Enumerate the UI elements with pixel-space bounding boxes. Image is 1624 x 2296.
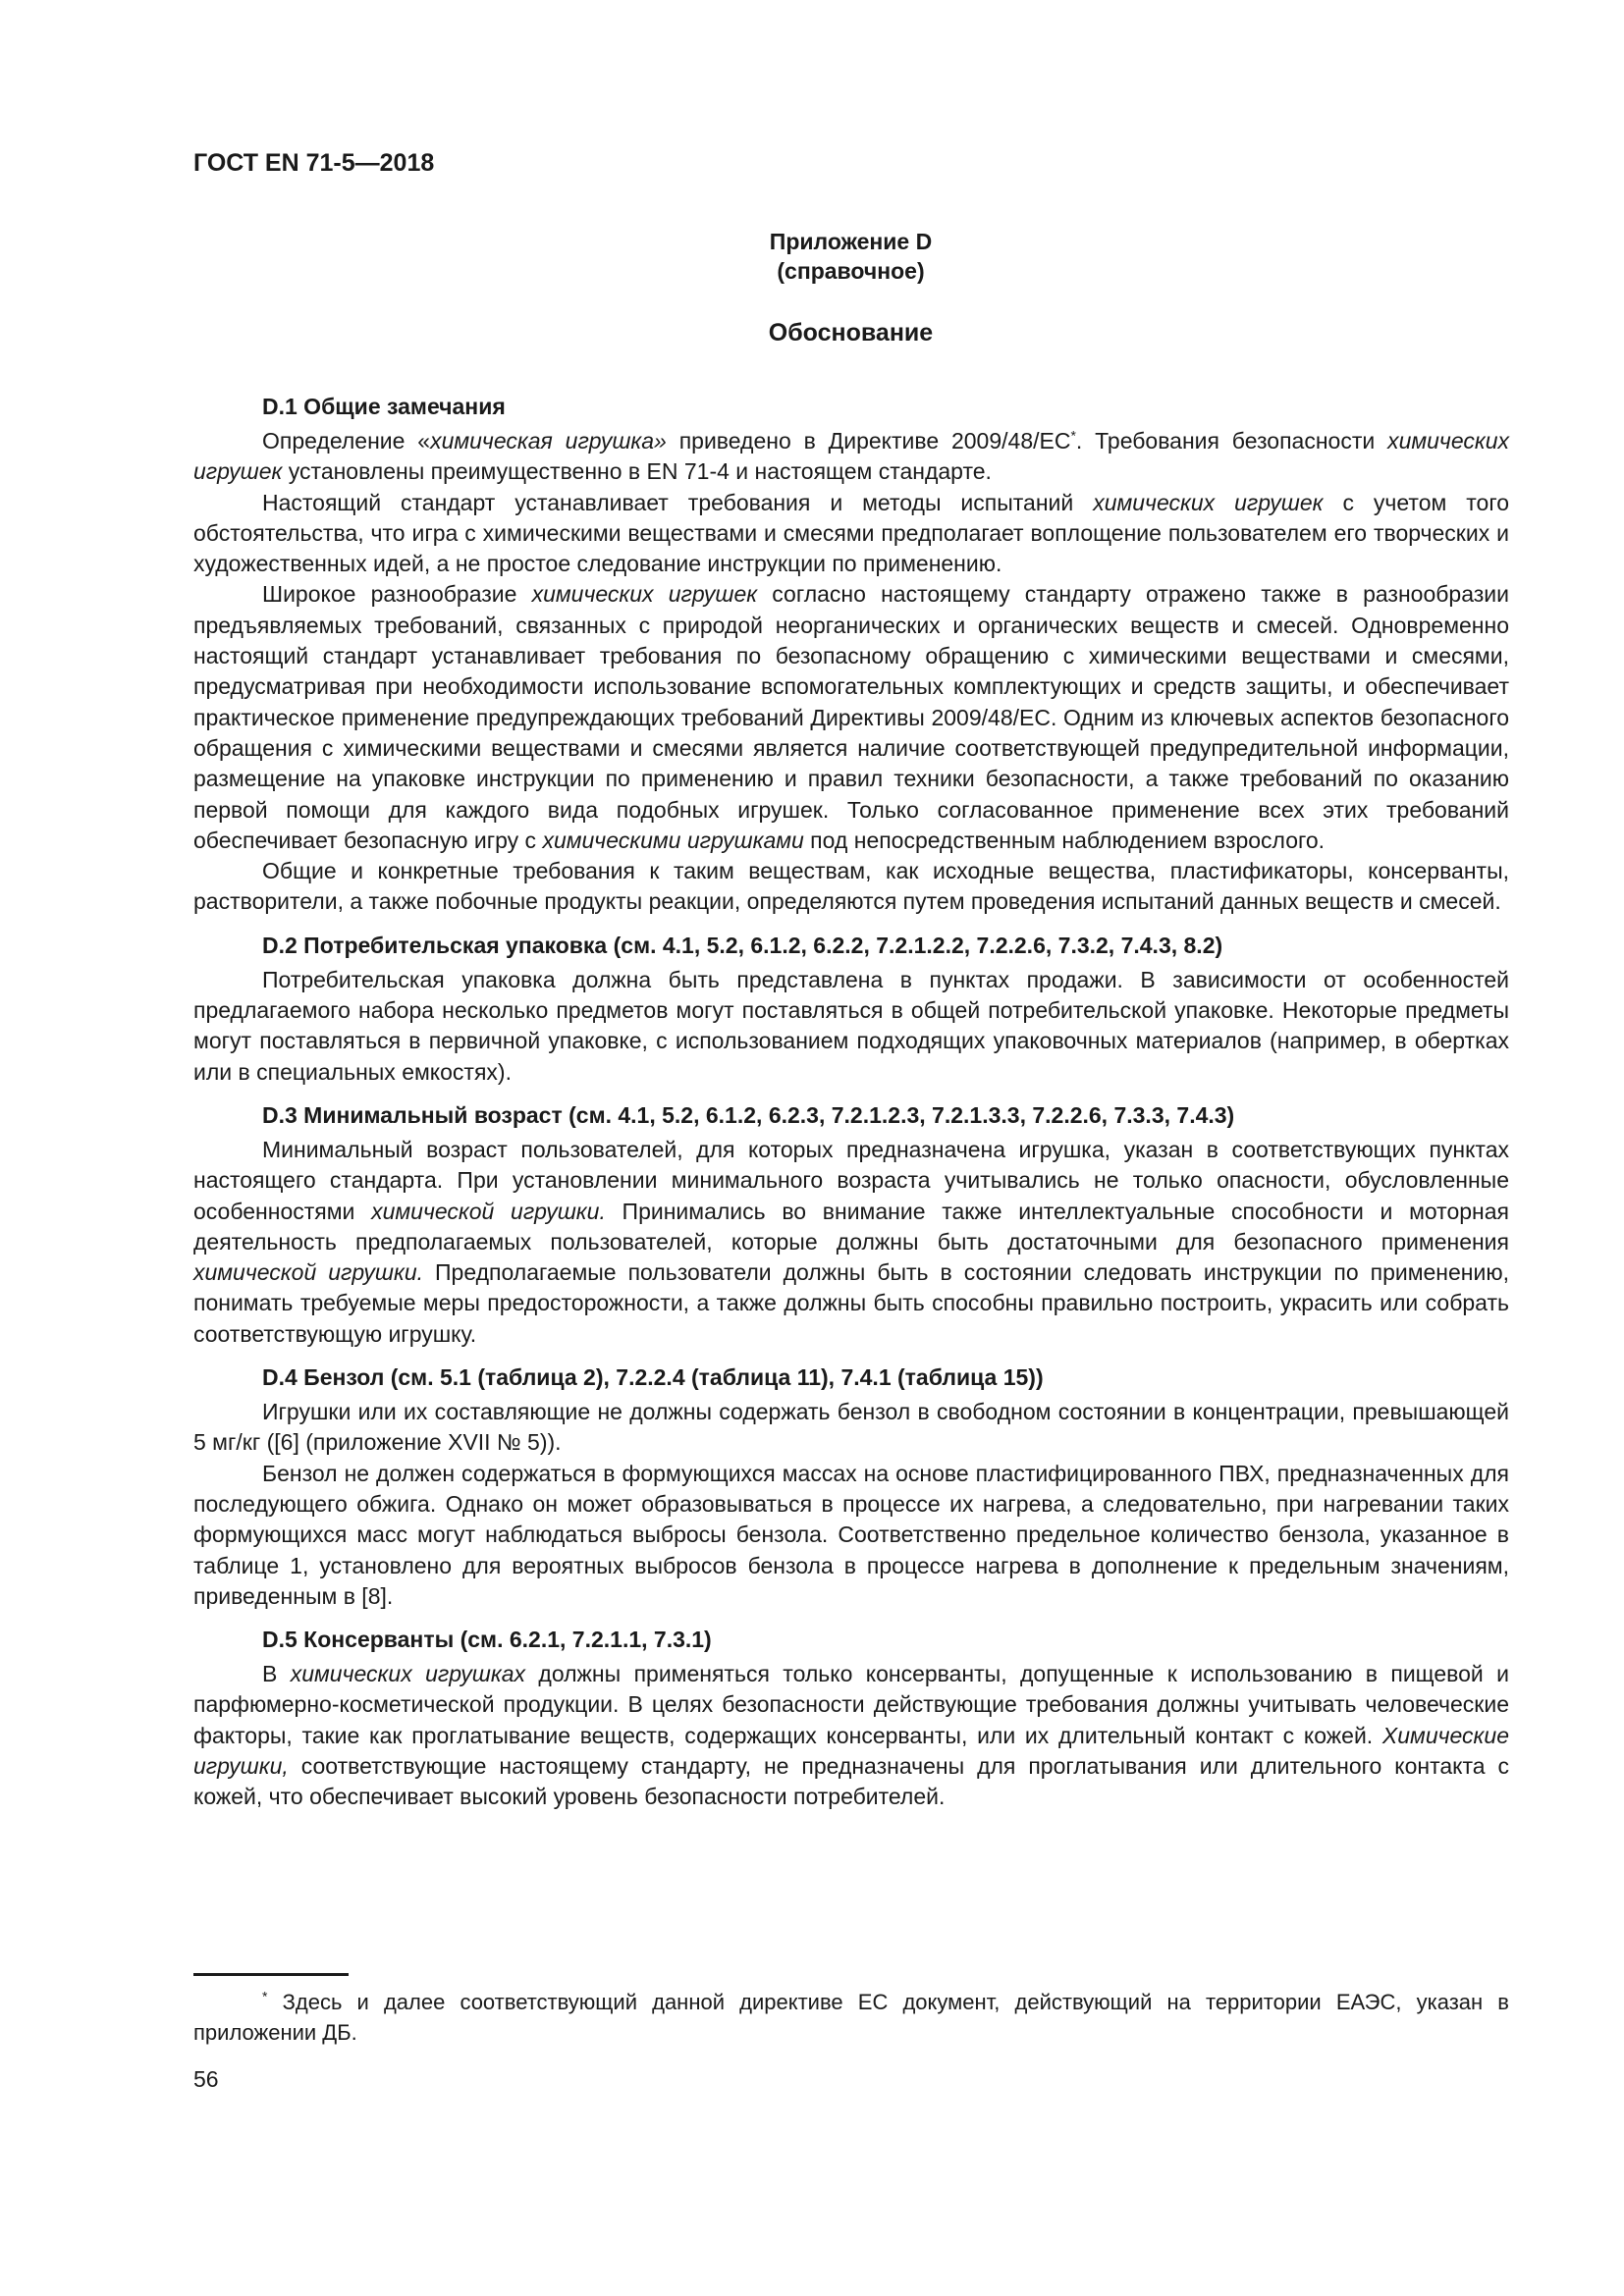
text-run: В xyxy=(262,1661,291,1687)
paragraph xyxy=(193,488,1509,580)
italic-term: химической игрушки. xyxy=(193,1259,424,1286)
paragraph xyxy=(193,579,1509,856)
section-gap xyxy=(193,1612,1509,1624)
footnote xyxy=(193,1987,1509,2048)
text-run: Общие и конкретные требования к таким веществам, как исходные вещества, пластификаторы, консерванты, растворители, а также побочные продукты реакции, определяются путем проведения испытаний данных веществ и смесей. xyxy=(193,858,1509,915)
text-run: Игрушки или их составляющие не должны содержать бензол в свободном состоянии в концентрации, превышающей 5 мг/кг ([6] (приложение XVII № 5)). xyxy=(193,1399,1509,1456)
footnote-text: Здесь и далее соответствующий данной директиве ЕС документ, действующий на территории ЕАЭС, указан в приложении ДБ. xyxy=(193,1990,1509,2045)
section-title: D.3 Минимальный возраст (см. 4.1, 5.2, 6.1.2, 6.2.3, 7.2.1.2.3, 7.2.1.3.3, 7.2.2.6, 7.3.3, 7.4.3) xyxy=(262,1101,1235,1128)
text-run: Потребительская упаковка должна быть представлена в пунктах продажи. В зависимости от особенностей предлагаемого набора несколько предметов могут поставляться в общей потребительской упаковке. Некоторые предметы могут поставляться в первичной упаковке, с использованием подходящих упаковочных материалов (например, в обертках или в специальных емкостях). xyxy=(193,966,1509,1085)
text-run: Бензол не должен содержаться в формующихся массах на основе пластифицированного ПВХ, предназначенных для последующего обжига. Однако он может образовываться в процессе их нагрева, а следовательно, при нагревании таких формующихся масс могут наблюдаться выбросы бензола. Соответственно предельное количество бензола, указанное в таблице 1, установлено для вероятных выбросов бензола в процессе нагрева в дополнение к предельным значениям, приведенным в [8]. xyxy=(193,1460,1509,1609)
section-title: D.5 Консерванты (см. 6.2.1, 7.2.1.1, 7.3.1) xyxy=(262,1627,712,1653)
italic-term: химических игрушек xyxy=(531,581,758,608)
document-code: ГОСТ EN 71-5—2018 xyxy=(193,149,435,177)
paragraph xyxy=(193,965,1509,1088)
text-run: с учетом того обстоятельства, что игра с химическими веществами и смесями предполагает воплощение пользователем его творческих и художественных идей, а не простое следование инструкции по применению. xyxy=(193,489,1509,577)
text-run: согласно настоящему стандарту отражено также в разнообразии предъявляемых требований, связанных с природой неорганических и органических веществ и смесей. Одновременно настоящий стандарт устанавливает требования по безопасному обращению с химическими веществами и смесями, предусматривая при необходимости использование вспомогательных комплектующих и средств защиты, и обеспечивает практическое применение предупреждающих требований Директивы 2009/48/ЕС. Одним из ключевых аспектов безопасного обращения с химическими веществами и смесями является наличие соответствующей предупредительной информации, размещение на упаковке инструкции по применению и правил техники безопасности, а также требований по оказанию первой помощи для каждого вида подобных игрушек. Только согласованное применение всех этих требований обеспечивает безопасную игру с xyxy=(193,581,1509,853)
text-run: Предполагаемые пользователи должны быть в состоянии следовать инструкции по применению, понимать требуемые меры предосторожности, а также должны быть способны правильно построить, украсить или собрать соответствующую игрушку. xyxy=(193,1259,1509,1347)
italic-term: химических игрушках xyxy=(290,1661,526,1687)
text-run: Минимальный возраст пользователей, для которых предназначена игрушка, указан в соответствующих пунктах настоящего стандарта. При установлении минимального возраста учитывались не только опасности, обусловленные особенностями xyxy=(193,1136,1509,1224)
section-gap xyxy=(193,1350,1509,1362)
text-run: Принимались во внимание также интеллектуальные способности и моторная деятельность предполагаемых пользователей, которые должны быть достаточными для безопасного применения xyxy=(193,1198,1509,1255)
section-title: D.2 Потребительская упаковка (см. 4.1, 5.2, 6.1.2, 6.2.2, 7.2.1.2.2, 7.2.2.6, 7.3.2, 7.4.3, 8.2) xyxy=(262,932,1223,958)
paragraph xyxy=(193,1459,1509,1612)
text-run: приведено в Директиве 2009/48/ЕС xyxy=(666,428,1071,454)
text-run: установлены преимущественно в EN 71-4 и настоящем стандарте. xyxy=(282,458,992,485)
text-run: соответствующие настоящему стандарту, не предназначены для проглатывания или длительного контакта с кожей, что обеспечивает высокий уровень безопасности потребителей. xyxy=(193,1752,1509,1810)
paragraph xyxy=(193,1135,1509,1350)
footnote-divider xyxy=(193,1973,349,1976)
section-title: D.4 Бензол (см. 5.1 (таблица 2), 7.2.2.4 (таблица 11), 7.4.1 (таблица 15)) xyxy=(262,1364,1044,1391)
footnote-marker: * xyxy=(262,1988,268,2004)
text-run: Настоящий стандарт устанавливает требования и методы испытаний xyxy=(262,489,1094,515)
annex-kind: (справочное) xyxy=(777,258,925,284)
section-gap xyxy=(193,918,1509,930)
text-run: под непосредственным наблюдением взрослого. xyxy=(803,827,1326,853)
document-body xyxy=(193,391,1509,1813)
paragraph xyxy=(193,1397,1509,1459)
page-number: 56 xyxy=(193,2066,219,2092)
section-title: D.1 Общие замечания xyxy=(262,394,506,419)
italic-term: химической игрушки. xyxy=(371,1198,606,1224)
text-run: должны применяться только консерванты, допущенные к использованию в пищевой и парфюмерно-косметической продукции. В целях безопасности действующие требования должны учитывать человеческие факторы, такие как проглатывание веществ, содержащих консерванты, или их длительный контакт с кожей. xyxy=(193,1661,1509,1748)
footnote-ref: * xyxy=(1070,427,1076,444)
annex-name: Обоснование xyxy=(768,319,934,347)
section-gap xyxy=(193,1088,1509,1099)
text-run: Широкое разнообразие xyxy=(262,581,532,608)
italic-term: химическая игрушка» xyxy=(430,428,667,454)
paragraph xyxy=(193,1659,1509,1812)
text-run: Определение « xyxy=(262,428,431,454)
italic-term: Химические игрушки, xyxy=(193,1722,1509,1779)
annex-title: Приложение D xyxy=(769,229,933,254)
paragraph xyxy=(193,426,1509,488)
italic-term: химических игрушек xyxy=(193,428,1510,485)
paragraph xyxy=(193,856,1509,918)
italic-term: химических игрушек xyxy=(1093,489,1324,515)
text-run: . Требования безопасности xyxy=(1075,428,1388,454)
italic-term: химическими игрушками xyxy=(542,827,804,853)
